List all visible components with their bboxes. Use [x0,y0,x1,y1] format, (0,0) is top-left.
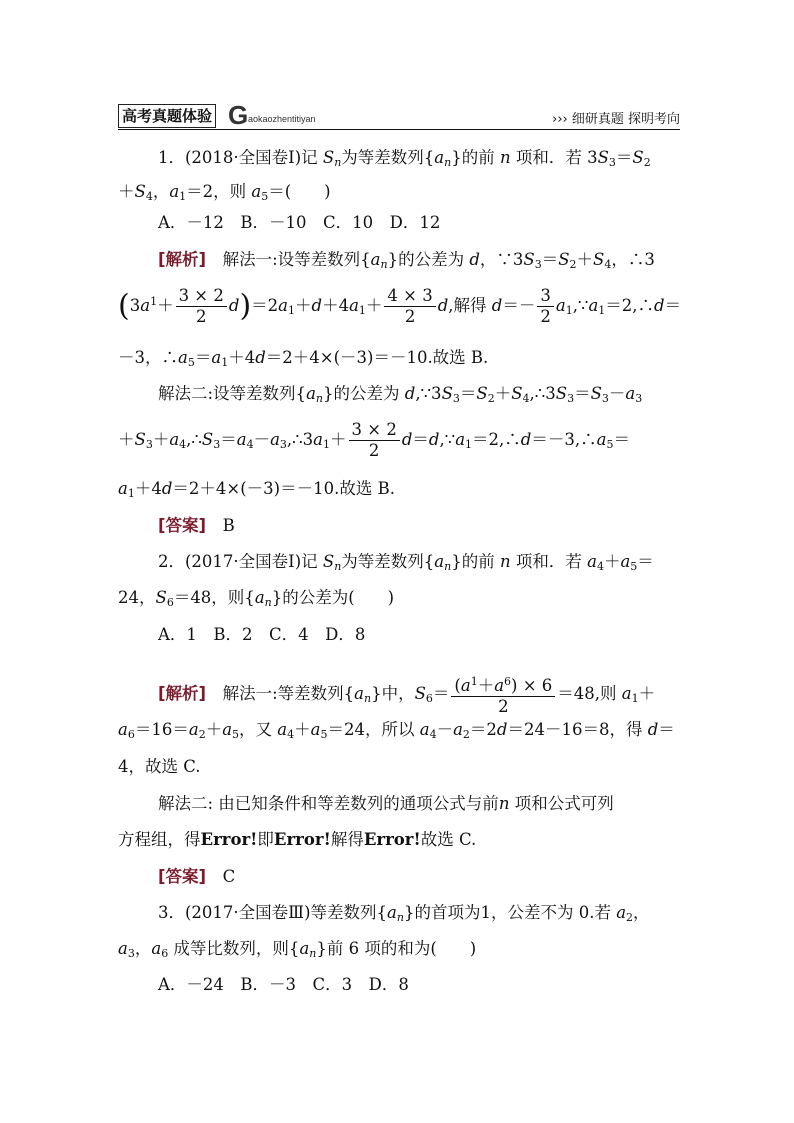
q1-answer-value: B [222,516,235,535]
header-tagline: ››› 细研真题 探明考向 [552,112,680,127]
q1-stem-line2: $+S_4$，$a_1=2$，则 $a_5=$( ) [118,182,331,203]
page-header [118,100,680,130]
q2-analysis-line3: 4，故选 C. [118,757,201,776]
q2-analysis-line1: [解析] 解法一:等差数列$\{a_n\}$中，$S_6=$ $\frac{(a^1+a^6) \times 6}{2}$ ＝48,则 $a_1+$ [158,672,684,717]
q2-analysis-line5: 方程组，得Error!即Error!解得Error!故选 C. [118,830,477,849]
header-rule [118,129,680,130]
answer-label-2: [答案] [158,867,207,886]
q3-options: A．－24 B．－3 C．3 D．8 [158,975,409,994]
header-logo-letter: G [228,100,249,130]
q1-analysis-line6: $a_1+4d=2+4\times(-3)=-10$.故选 B. [118,479,395,500]
q1-answer [158,515,684,537]
q1-analysis-line1: [解析] 解法一:设等差数列$\{a_n\}$的公差为 d，$\because 3S_3=S_2+S_4$，∴3 [158,250,655,271]
q2-answer [158,866,684,888]
q1-stem-line1: 1．(2018·全国卷Ⅰ)记 $S_n$为等差数列$\{a_n\}$的前 n 项和．若 $3S_3=S_2$ [158,148,651,169]
q1-analysis-line4: 解法二:设等差数列$\{a_n\}$的公差为 $d,\because 3S_3=S_2+S_4,\therefore 3S_3=S_3-a_3$ [158,384,643,405]
answer-label: [答案] [158,516,207,535]
q2-analysis-line2: $a_6=16=a_2+a_5$，又 $a_4+a_5=24$，所以 $a_4-a_2=2d=24-16=8$，得 d＝ [118,720,675,741]
q2-stem-line2: 24，$S_6=48$，则$\{a_n\}$的公差为( ) [118,588,395,609]
q2-analysis-line4: 解法二: 由已知条件和等差数列的通项公式与前n 项和公式可列 [158,794,614,813]
q2-options: A．1 B．2 C．4 D．8 [158,625,366,644]
q1-analysis-line5: $+S_3+a_4,\therefore S_3=a_4-a_3,\therefore 3a_1+$ $\frac{3 \times 2}{2}$ $d=d,\because a_1=2,\therefore d=-3,\therefore a_5=$ [118,420,630,460]
q1-options: A．－12 B．－10 C．10 D．12 [158,213,441,232]
analysis-label-2: [解析] [158,684,207,703]
analysis-label: [解析] [158,250,207,269]
q1-analysis-line3: －3，$\therefore a_5=a_1+4d=2+4\times(-3)=-10$.故选 B. [118,348,489,369]
q1-analysis-line2: ($3a^1+$ $\frac{3 \times 2}{2}$ $d)=2a_1+d+4a_1+$ $\frac{4 \times 3}{2}$ d,解得 d＝－ $\frac{3}{2}$ $a_1,\because a_1=2,\therefore d=$ [118,286,682,326]
q2-stem-line1: 2．(2017·全国卷Ⅰ)记 $S_n$为等差数列$\{a_n\}$的前 n 项和．若 $a_4+a_5=$ [158,552,654,573]
q3-stem-line1: 3．(2017·全国卷Ⅲ)等差数列$\{a_n\}$的首项为1，公差不为 0.若 $a_2$， [158,903,650,924]
q3-stem-line2: $a_3$，$a_6$ 成等比数列，则$\{a_n\}$前 6 项的和为( ) [118,939,477,960]
header-pinyin: aokaozhentitiyan [248,114,316,124]
header-section-title: 高考真题体验 [118,104,216,128]
q2-answer-value: C [222,867,236,886]
